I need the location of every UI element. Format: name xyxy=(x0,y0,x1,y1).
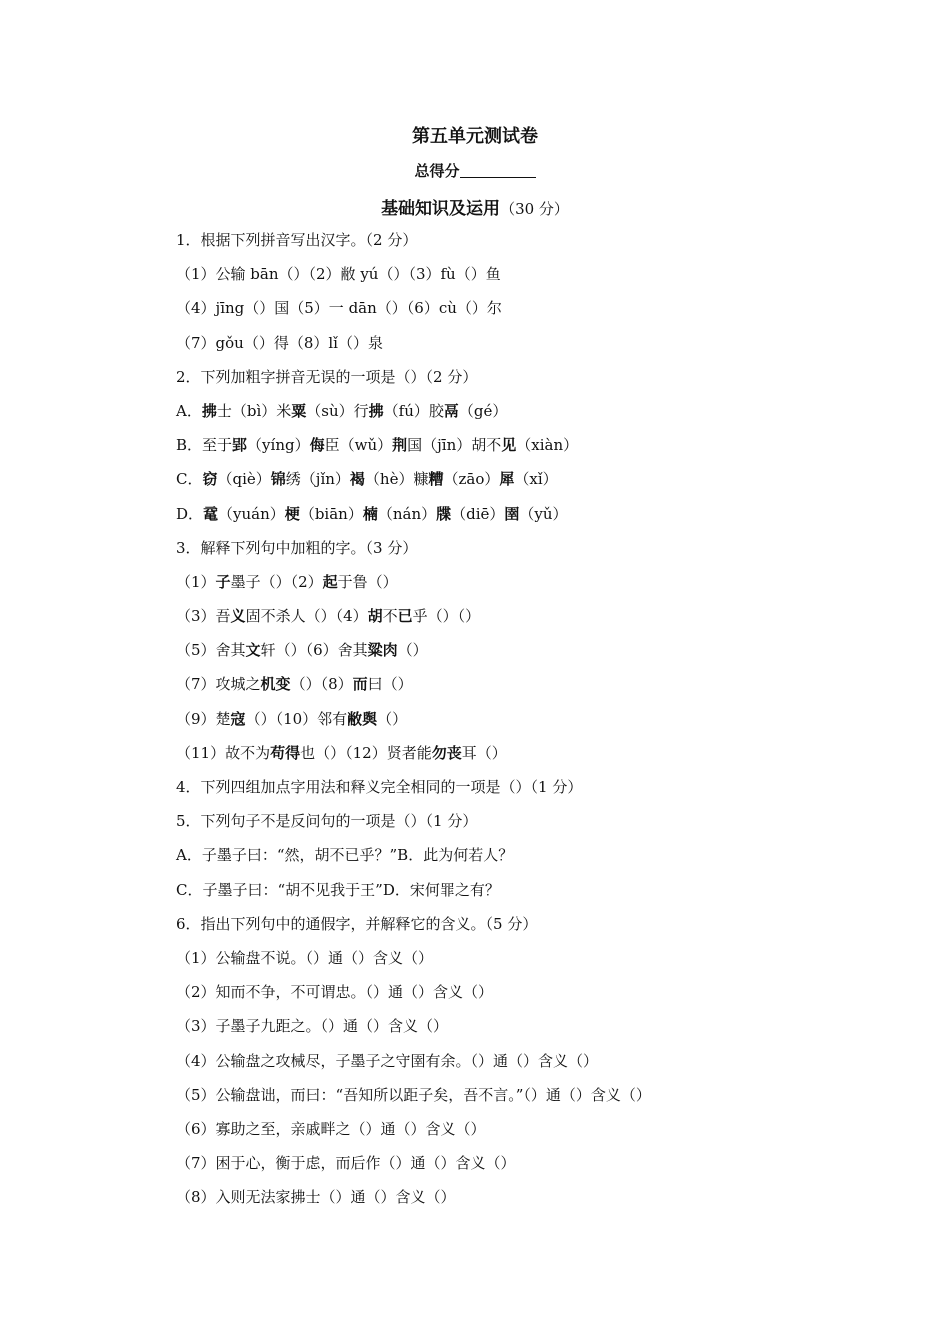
line-text: （11）故不为 xyxy=(176,743,271,762)
line-text: 于鲁（） xyxy=(337,572,398,591)
line-text: （4）公输盘之攻械尽，子墨子之守圉有余。（）通（）含义（） xyxy=(176,1051,599,1070)
total-score xyxy=(0,160,950,181)
line-text: （qiè） xyxy=(217,470,271,489)
line-text: （5）舍其 xyxy=(176,641,246,660)
bold-char: 见 xyxy=(501,436,517,455)
line-text: （biān） xyxy=(299,504,363,523)
line-text: 国（jīn）胡不 xyxy=(407,436,502,455)
question-line xyxy=(176,1183,916,1217)
line-text: （hè）糠 xyxy=(364,470,429,489)
bold-char: 拂 xyxy=(201,401,217,420)
bold-char: 勿丧 xyxy=(431,743,462,762)
question-line xyxy=(176,465,916,499)
line-text: （） xyxy=(397,641,428,660)
line-text: （diē） xyxy=(451,504,505,523)
question-line xyxy=(176,670,916,704)
question-line xyxy=(176,568,916,602)
line-text: B．至于 xyxy=(176,436,233,455)
question-line xyxy=(176,739,916,773)
total-score-label: 总得分 xyxy=(414,162,460,180)
line-text: （5）公输盘诎，而曰：“吾知所以距子矣，吾不言。”（）通（）含义（） xyxy=(176,1085,651,1104)
bold-char: 鼋 xyxy=(203,504,219,523)
line-text: （1） xyxy=(176,572,216,591)
bold-char: 荆 xyxy=(392,436,408,455)
line-text: 5．下列句子不是反问句的一项是（）（1 分） xyxy=(176,812,478,831)
line-text: （7）困于心，衡于虑，而后作（）通（）含义（） xyxy=(176,1154,516,1173)
line-text: 也（）（12）贤者能 xyxy=(300,743,432,762)
question-line xyxy=(176,534,916,568)
bold-char: 文 xyxy=(245,641,261,660)
bold-char: 义 xyxy=(230,607,246,626)
line-text: 轩（）（6）舍其 xyxy=(260,641,368,660)
line-text: （2）知而不争，不可谓忠。（）通（）含义（） xyxy=(176,983,494,1002)
line-text: C．子墨子曰：“胡不见我于王”D．宋何罪之有？ xyxy=(176,880,500,899)
bold-char: 窃 xyxy=(202,470,218,489)
line-text: （1）公输 bān（）（2）敝 yú（）（3）fù（）鱼 xyxy=(176,265,501,284)
question-line xyxy=(176,807,916,841)
line-text: 士（bì）米 xyxy=(216,401,292,420)
bold-char: 胡 xyxy=(367,607,383,626)
bold-char: 苟得 xyxy=(270,743,301,762)
question-line xyxy=(176,602,916,636)
bold-char: 犀 xyxy=(499,470,515,489)
bold-char: 而 xyxy=(352,675,368,694)
line-text: 绣（jǐn） xyxy=(285,470,350,489)
bold-char: 机变 xyxy=(260,675,291,694)
line-text: 4．下列四组加点字用法和释义完全相同的一项是（）（1 分） xyxy=(176,778,583,796)
question-line xyxy=(176,260,916,294)
bold-char: 鬲 xyxy=(443,401,459,420)
line-text: （9）楚 xyxy=(176,709,231,728)
bold-char: 子 xyxy=(215,572,231,591)
line-text: （）（10）邻有 xyxy=(245,709,348,728)
line-text: （7）gǒu（）得（8）lǐ（）泉 xyxy=(176,333,383,352)
bold-char: 拂 xyxy=(368,401,384,420)
question-line xyxy=(176,705,916,739)
question-line xyxy=(176,1012,916,1046)
question-line xyxy=(176,226,916,260)
bold-char: 敝舆 xyxy=(347,709,378,728)
line-text: C． xyxy=(176,470,203,489)
bold-char: 起 xyxy=(322,572,338,591)
line-text: 曰（） xyxy=(367,675,413,694)
line-text: （4）jīng（）国（5）一 dān（）（6）cù（）尔 xyxy=(176,299,502,318)
question-line xyxy=(176,1149,916,1183)
line-text: （xǐ） xyxy=(514,470,558,489)
question-line xyxy=(176,431,916,465)
bold-char: 侮 xyxy=(309,436,325,455)
line-text: 墨子（）（2） xyxy=(230,572,323,591)
question-line xyxy=(176,1115,916,1149)
question-line xyxy=(176,876,916,910)
line-text: A．子墨子曰：“然，胡不已乎？”B．此为何若人？ xyxy=(176,846,514,865)
question-line xyxy=(176,500,916,534)
line-text: 6．指出下列句中的通假字，并解释它的含义。（5 分） xyxy=(176,914,538,933)
line-text: （yǔ） xyxy=(519,504,568,523)
line-text: （fú）胶 xyxy=(383,401,444,420)
section-heading-bold: 基础知识及运用 xyxy=(381,199,501,219)
line-text: （3）吾 xyxy=(176,607,231,626)
section-heading xyxy=(0,194,950,219)
score-blank[interactable] xyxy=(460,163,536,178)
bold-char: 锦 xyxy=(270,470,286,489)
bold-char: 楠 xyxy=(362,504,378,523)
question-list xyxy=(176,226,916,1217)
bold-char: 粱肉 xyxy=(367,641,398,660)
line-text: A． xyxy=(176,401,202,420)
line-text: （gé） xyxy=(458,401,508,420)
question-line xyxy=(176,978,916,1012)
line-text: 2．下列加粗字拼音无误的一项是（）（2 分） xyxy=(176,367,478,386)
line-text: （xiàn） xyxy=(516,436,579,455)
bold-char: 圉 xyxy=(504,504,520,523)
line-text: （3）子墨子九距之。（）通（）含义（） xyxy=(176,1017,449,1036)
bold-char: 糟 xyxy=(428,470,444,489)
line-text: 耳（） xyxy=(461,743,507,762)
question-line xyxy=(176,1047,916,1081)
bold-char: 粟 xyxy=(291,401,307,420)
line-text: 不 xyxy=(382,607,398,626)
line-text: D． xyxy=(176,504,204,523)
bold-char: 寇 xyxy=(230,709,246,728)
question-line xyxy=(176,841,916,875)
bold-char: 褐 xyxy=(349,470,365,489)
bold-char: 梗 xyxy=(284,504,300,523)
question-line xyxy=(176,910,916,944)
question-line xyxy=(176,397,916,431)
question-line xyxy=(176,363,916,397)
question-line xyxy=(176,1081,916,1115)
line-text: （zāo） xyxy=(443,470,500,489)
page-title: 第五单元测试卷 xyxy=(412,126,538,147)
line-text: 1．根据下列拼音写出汉字。（2 分） xyxy=(176,231,418,249)
line-text: （1）公输盘不说。（）通（）含义（） xyxy=(176,948,434,967)
line-text: （yuán） xyxy=(218,504,285,523)
line-text: 臣（wǔ） xyxy=(324,436,393,455)
bold-char: 郢 xyxy=(232,436,248,455)
question-line xyxy=(176,944,916,978)
line-text: （nán） xyxy=(377,504,437,523)
question-line xyxy=(176,773,916,807)
bold-char: 牒 xyxy=(436,504,452,523)
line-text: （8）入则无法家拂士（）通（）含义（） xyxy=(176,1188,456,1207)
question-line xyxy=(176,294,916,328)
question-line xyxy=(176,636,916,670)
line-text: （yíng） xyxy=(247,436,310,455)
section-heading-points: （30 分） xyxy=(500,200,569,218)
line-text: 乎（）（） xyxy=(412,607,481,626)
line-text: （sù）行 xyxy=(306,401,369,420)
line-text: （6）寡助之至，亲戚畔之（）通（）含义（） xyxy=(176,1119,486,1138)
line-text: （）（8） xyxy=(290,675,353,694)
question-line xyxy=(176,329,916,363)
line-text: 固不杀人（）（4） xyxy=(245,607,368,626)
line-text: （7）攻城之 xyxy=(176,675,261,694)
line-text: （） xyxy=(377,709,408,728)
line-text: 3．解释下列句中加粗的字。（3 分） xyxy=(176,538,418,557)
bold-char: 已 xyxy=(397,607,413,626)
